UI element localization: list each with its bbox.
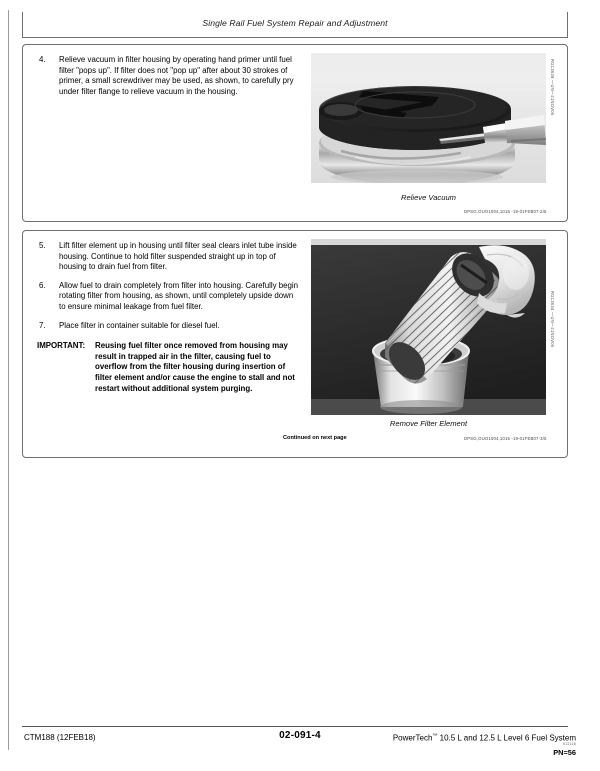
important-text: Reusing fuel filter once removed from housing may result in trapped air in the filter, causing fuel to overflow from the filter housing during insertion of filter element and/or cause the engine to stall and not restart without additional system purging. (95, 341, 295, 393)
step-number: 6. (39, 280, 46, 290)
photo-remove-filter-element (311, 239, 546, 415)
trademark-icon: ™ (432, 733, 438, 739)
step-list-4 (37, 55, 299, 97)
footer-pn: PN=56 (553, 748, 576, 757)
footer-publication-title (393, 733, 576, 743)
page-header (22, 12, 568, 38)
footer-title-main: PowerTech (392, 733, 433, 743)
step-list-5 (37, 241, 299, 394)
footer-tiny-code: 012118 (563, 742, 576, 746)
header-title: Single Rail Fuel System Repair and Adjustment (202, 18, 388, 28)
content-box-step-4 (22, 44, 568, 222)
step-number: 4. (39, 55, 46, 64)
reference-code: DPSG,OUO1004,1015 -19-01FEB07-2/5 (464, 209, 547, 214)
photo-relieve-vacuum (311, 53, 546, 183)
step-item (37, 281, 299, 313)
photo-id-label: RG13634 —UN—21NOV06 (550, 291, 555, 348)
step-text: Place filter in container suitable for diesel fuel. (59, 320, 220, 330)
figure-relieve-vacuum (311, 53, 559, 213)
figure-caption: Remove Filter Element (389, 419, 468, 428)
step-text: Relieve vacuum in filter housing by operating hand primer until fuel filter "pops up". If filter does not "pop up" after about 30 strokes of primer, a small screwdriver may be used, as shown, to carefully pry under filter flange to relieve vacuum in the housing. (59, 55, 294, 96)
step-number: 7. (39, 320, 46, 330)
footer-manual-code: CTM188 (12FEB18) (24, 733, 96, 742)
content-box-steps-5-7 (22, 230, 568, 458)
photo-relieve-vacuum-graphic (311, 53, 546, 183)
reference-code: DPSG,OUO1004,1015 -19-01FEB07-3/5 (464, 436, 547, 441)
step-item (37, 321, 299, 332)
step-text: Lift filter element up in housing until filter seal clears inlet tube inside housing. Continue to hold filter suspended straight up in top of housing to drain fuel from filter. (59, 241, 297, 272)
page-edge-rule (8, 10, 9, 750)
footer-divider (22, 726, 568, 727)
important-label: IMPORTANT: (37, 341, 86, 351)
step-item (37, 55, 299, 97)
step-item (37, 241, 299, 273)
photo-remove-filter-graphic (311, 239, 546, 415)
figure-caption: Relieve Vacuum (400, 193, 456, 202)
important-notice (37, 341, 299, 394)
footer-page-number: 02-091-4 (279, 730, 321, 741)
continued-on-next-page: Continued on next page (283, 435, 347, 441)
step-text: Allow fuel to drain completely from filter into housing. Carefully begin rotating filter from housing, as shown, until completely upside down to ensure minimal leakage from fuel filter. (59, 280, 299, 311)
photo-id-label: RG13639 —UN—21NOV06 (550, 59, 555, 116)
figure-remove-filter-element (311, 239, 559, 439)
step-number: 5. (39, 241, 46, 250)
footer-title-rest: 10.5 L and 12.5 L Level 6 Fuel System (437, 733, 576, 743)
